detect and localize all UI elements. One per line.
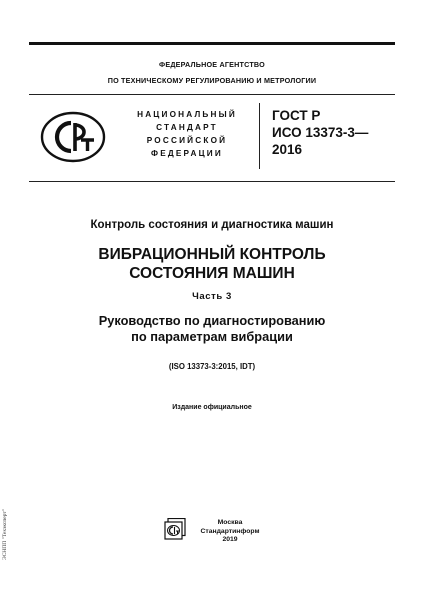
national-standard-line-3: РОССИЙСКОЙ <box>146 136 228 145</box>
gost-designation-year: 2016 <box>272 142 303 157</box>
standartinform-logo-icon <box>164 518 186 540</box>
part-label: Часть 3 <box>192 291 232 302</box>
agency-name: ФЕДЕРАЛЬНОЕ АГЕНТСТВО <box>159 60 265 69</box>
subtitle-line-2: по параметрам вибрации <box>131 329 293 344</box>
publisher-city: Москва <box>217 519 243 526</box>
agency-department: ПО ТЕХНИЧЕСКОМУ РЕГУЛИРОВАНИЮ И МЕТРОЛОГИИ <box>107 76 317 85</box>
iso-reference: (ISO 13373-3:2015, IDT) <box>168 362 256 371</box>
edition-note: Издание официальное <box>172 404 252 411</box>
main-title-line-1: ВИБРАЦИОННЫЙ КОНТРОЛЬ <box>98 246 326 263</box>
gost-designation-line-2: ИСО 13373-3— <box>272 125 369 140</box>
side-watermark-note: ЭСНПП "Техэксперт" <box>2 508 8 560</box>
national-standard-line-1: НАЦИОНАЛЬНЫЙ <box>137 110 237 119</box>
publication-year: 2019 <box>222 536 238 543</box>
gost-r-emblem-icon <box>40 111 106 163</box>
series-title: Контроль состояния и диагностика машин <box>90 219 334 231</box>
standard-block-separator <box>259 103 260 169</box>
header-divider <box>29 94 395 95</box>
national-standard-line-4: ФЕДЕРАЦИИ <box>151 149 223 158</box>
main-title-line-2: СОСТОЯНИЯ МАШИН <box>129 265 295 282</box>
gost-designation-line-1: ГОСТ Р <box>272 108 321 123</box>
standard-block-divider <box>29 181 395 182</box>
subtitle-line-1: Руководство по диагностированию <box>98 313 326 328</box>
top-rule <box>29 42 395 45</box>
national-standard-line-2: СТАНДАРТ <box>156 123 218 132</box>
publisher-name: Стандартинформ <box>200 527 260 535</box>
